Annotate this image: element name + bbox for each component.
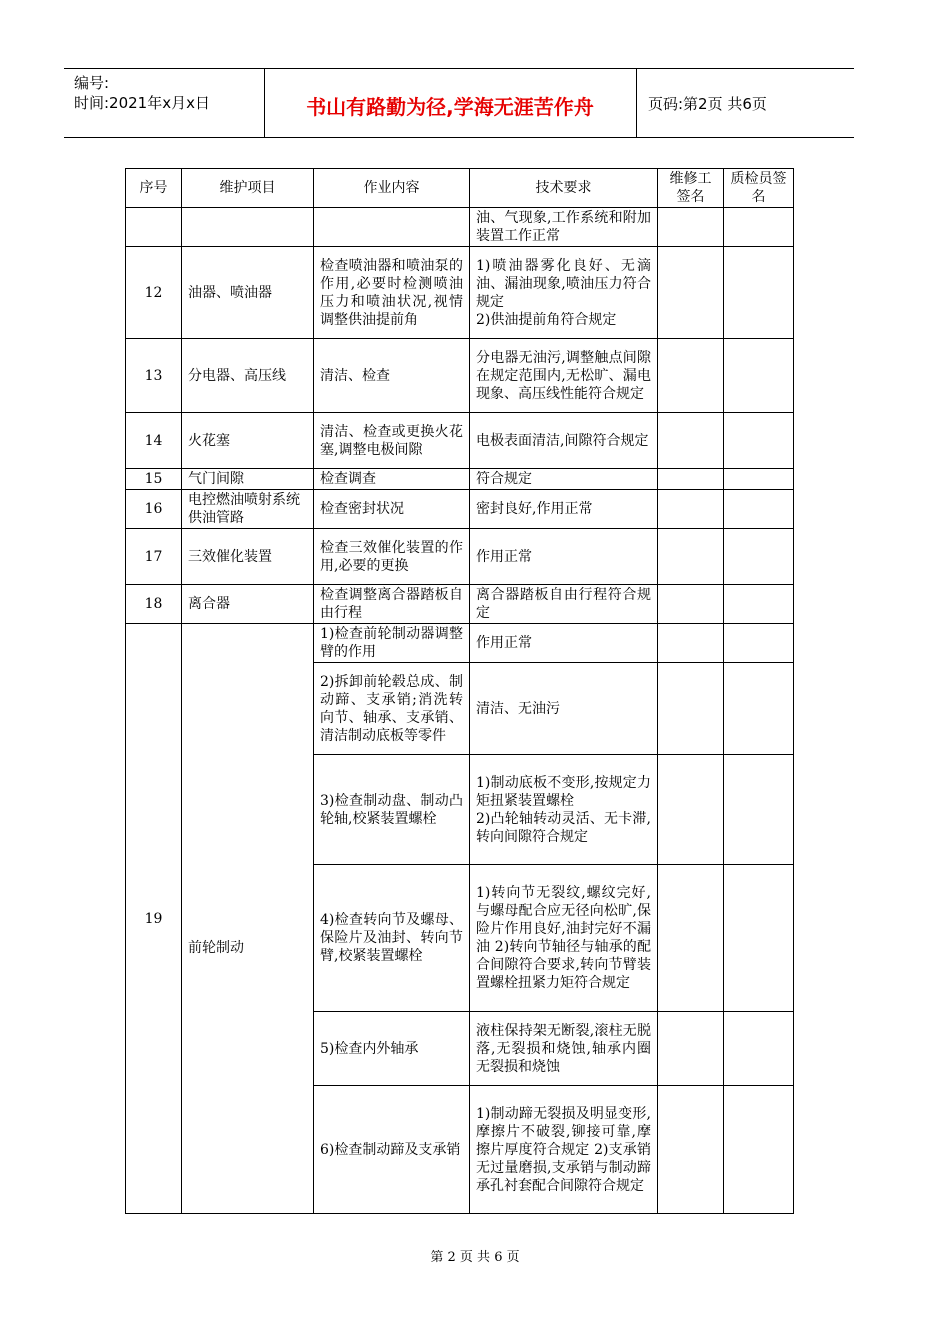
item-cell: 三效催化装置 (182, 529, 314, 585)
item-cell: 火花塞 (182, 413, 314, 469)
table-row (126, 339, 794, 413)
requirement-line: 2)供油提前角符合规定 (476, 311, 617, 328)
work-cell: 检查三效催化装置的作用,必要的更换 (314, 529, 470, 585)
item-cell: 离合器 (182, 585, 314, 624)
requirement-cell: 电极表面清洁,间隙符合规定 (470, 413, 658, 469)
table-row (126, 469, 794, 490)
requirement-cell: 油、气现象,工作系统和附加装置工作正常 (470, 208, 658, 247)
header-page-info: 页码:第2页 共6页 (648, 95, 767, 113)
work-cell: 清洁、检查或更换火花塞,调整电极间隙 (314, 413, 470, 469)
requirement-cell: 离合器踏板自由行程符合规定 (470, 585, 658, 624)
table-header-row (126, 169, 794, 208)
item-cell: 油器、喷油器 (182, 247, 314, 339)
requirement-cell: 1)转向节无裂纹,螺纹完好,与螺母配合应无径向松旷,保险片作用良好,油封完好不漏油 2)转向节轴径与轴承的配合间隙符合要求,转向节臂装置螺栓扭紧力矩符合规定 (470, 865, 658, 1012)
requirement-cell: 1)制动蹄无裂损及明显变形,摩擦片不破裂,铆接可靠,摩擦片厚度符合规定 2)支承销无过量磨损,支承销与制动蹄承孔衬套配合间隙符合规定 (470, 1086, 658, 1214)
row-number: 15 (126, 469, 182, 490)
table-row (126, 247, 794, 339)
requirement-line: 1)制动底板不变形,按规定力矩扭紧装置螺栓 (476, 774, 651, 809)
col-header-mechanic-signature: 维修工签名 (658, 169, 724, 208)
work-cell: 检查调整离合器踏板自由行程 (314, 585, 470, 624)
requirement-cell (470, 755, 658, 865)
requirement-cell: 分电器无油污,调整触点间隙在规定范围内,无松旷、漏电现象、高压线性能符合规定 (470, 339, 658, 413)
table-row (126, 208, 794, 247)
requirement-cell: 密封良好,作用正常 (470, 490, 658, 529)
row-number: 14 (126, 413, 182, 469)
requirement-cell: 符合规定 (470, 469, 658, 490)
maintenance-table (125, 168, 794, 1214)
table-row (126, 624, 794, 663)
requirement-line: 2)凸轮轴转动灵活、无卡滞,转向间隙符合规定 (476, 810, 651, 845)
col-header-requirement: 技术要求 (470, 169, 658, 208)
requirement-cell: 作用正常 (470, 529, 658, 585)
work-cell: 2)拆卸前轮毂总成、制动蹄、支承销;消洗转向节、轴承、支承销、清洁制动底板等零件 (314, 663, 470, 755)
requirement-cell: 清洁、无油污 (470, 663, 658, 755)
col-header-no: 序号 (126, 169, 182, 208)
item-cell: 分电器、高压线 (182, 339, 314, 413)
table-row (126, 529, 794, 585)
requirement-line: 1)喷油器雾化良好、无滴油、漏油现象,喷油压力符合规定 (476, 257, 651, 310)
requirement-cell: 液柱保持架无断裂,滚柱无脱落,无裂损和烧蚀,轴承内圈无裂损和烧蚀 (470, 1012, 658, 1086)
requirement-cell: 作用正常 (470, 624, 658, 663)
work-cell: 6)检查制动蹄及支承销 (314, 1086, 470, 1214)
work-cell: 检查喷油器和喷油泵的作用,必要时检测喷油压力和喷油状况,视情调整供油提前角 (314, 247, 470, 339)
row-number: 17 (126, 529, 182, 585)
item-cell: 前轮制动 (182, 624, 314, 1214)
item-cell: 电控燃油喷射系统供油管路 (182, 490, 314, 529)
requirement-cell (470, 247, 658, 339)
header-divider (636, 69, 637, 137)
work-cell: 3)检查制动盘、制动凸轮轴,校紧装置螺栓 (314, 755, 470, 865)
work-cell: 检查密封状况 (314, 490, 470, 529)
row-number: 16 (126, 490, 182, 529)
header-slogan: 书山有路勤为径,学海无涯苦作舟 (306, 95, 594, 119)
col-header-work: 作业内容 (314, 169, 470, 208)
work-cell: 4)检查转向节及螺母、保险片及油封、转向节臂,校紧装置螺栓 (314, 865, 470, 1012)
work-cell: 检查调查 (314, 469, 470, 490)
page-footer: 第 2 页 共 6 页 (430, 1250, 520, 1265)
work-cell: 5)检查内外轴承 (314, 1012, 470, 1086)
table-row (126, 413, 794, 469)
row-number: 12 (126, 247, 182, 339)
col-header-item: 维护项目 (182, 169, 314, 208)
time-label: 时间:2021年x月x日 (74, 94, 210, 112)
table-row (126, 490, 794, 529)
row-number: 19 (126, 624, 182, 1214)
item-cell: 气门间隙 (182, 469, 314, 490)
table-row (126, 585, 794, 624)
document-header (64, 68, 854, 138)
header-meta (74, 73, 210, 113)
work-cell: 1)检查前轮制动器调整臂的作用 (314, 624, 470, 663)
row-number: 18 (126, 585, 182, 624)
work-cell: 清洁、检查 (314, 339, 470, 413)
number-label: 编号: (74, 74, 110, 92)
col-header-inspector-signature: 质检员签名 (724, 169, 794, 208)
row-number: 13 (126, 339, 182, 413)
